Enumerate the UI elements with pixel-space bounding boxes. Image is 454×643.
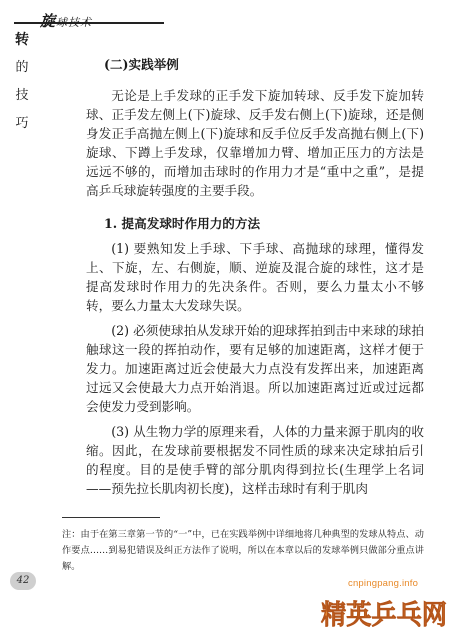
spine-char: 的	[15, 60, 29, 75]
page-number: 42	[10, 572, 36, 590]
header-title: 旋球技术	[40, 12, 93, 30]
subheading: (二)实践举例	[104, 57, 179, 72]
svg-text:精英乒乓网: 精英乒乓网	[321, 600, 447, 631]
footnote-rule	[62, 517, 160, 518]
paragraph-item-2: (2) 必须使球拍从发球开始的迎球挥拍到击中来球的球拍触球这一段的挥拍动作，要有足够的加速距离，这样才便于发力。加速距离过近会使最大力点没有发挥出来，加速距离过远又会使最大力点开始消退。所以加速距离过近或过远都会使发力受到影响。	[86, 323, 424, 414]
text-block	[86, 55, 424, 498]
spine-char: 巧	[15, 116, 29, 131]
paragraph-item-1: (1) 要熟知发上手球、下手球、高抛球的球理，懂得发上、下旋，左、右侧旋，顺、逆旋及混合旋的球性，这才是提高发球时作用力的先决条件。否则，要么力量太小不够转，要么力量太大发球失误。	[86, 241, 424, 313]
watermark-url: cnpingpang.info	[348, 578, 419, 589]
section-heading: 1. 提高发球时作用力的方法	[104, 216, 261, 231]
header-spine	[8, 26, 36, 138]
spine-char: 转	[15, 32, 29, 48]
footnote: 注：由于在第三章第一节的“一”中，已在实践举例中详细地将几种典型的发球从特点、动作要点……到易犯错误及纠正方法作了说明，所以在本章以后的发球举例只做部分重点讲解。	[62, 529, 424, 572]
watermark-logo	[318, 586, 450, 636]
spine-char: 技	[15, 88, 29, 103]
intro-paragraph: 无论是上手发球的正手发下旋加转球、反手发下旋加转球、正手发左侧上(下)旋球、反手发右侧上(下)旋球，还是侧身发正手高抛左侧上(下)旋球和反手位反手发高抛右侧上(下)旋球、下蹲上手发球，仅靠增加力臂、增加正压力的方法是远远不够的，而增加击球时的作用力才是“重中之重”，是提高乒乓球旋转强度的主要手段。	[86, 88, 424, 198]
paragraph-item-3: (3) 从生物力学的原理来看，人体的力量来源于肌肉的收缩。因此，在发球前要根据发不同性质的球来决定球拍后引的程度。目的是使手臂的部分肌肉得到拉长(生理学上名词——预先拉长肌肉初长度)，这样击球时有利于肌肉	[86, 424, 424, 496]
